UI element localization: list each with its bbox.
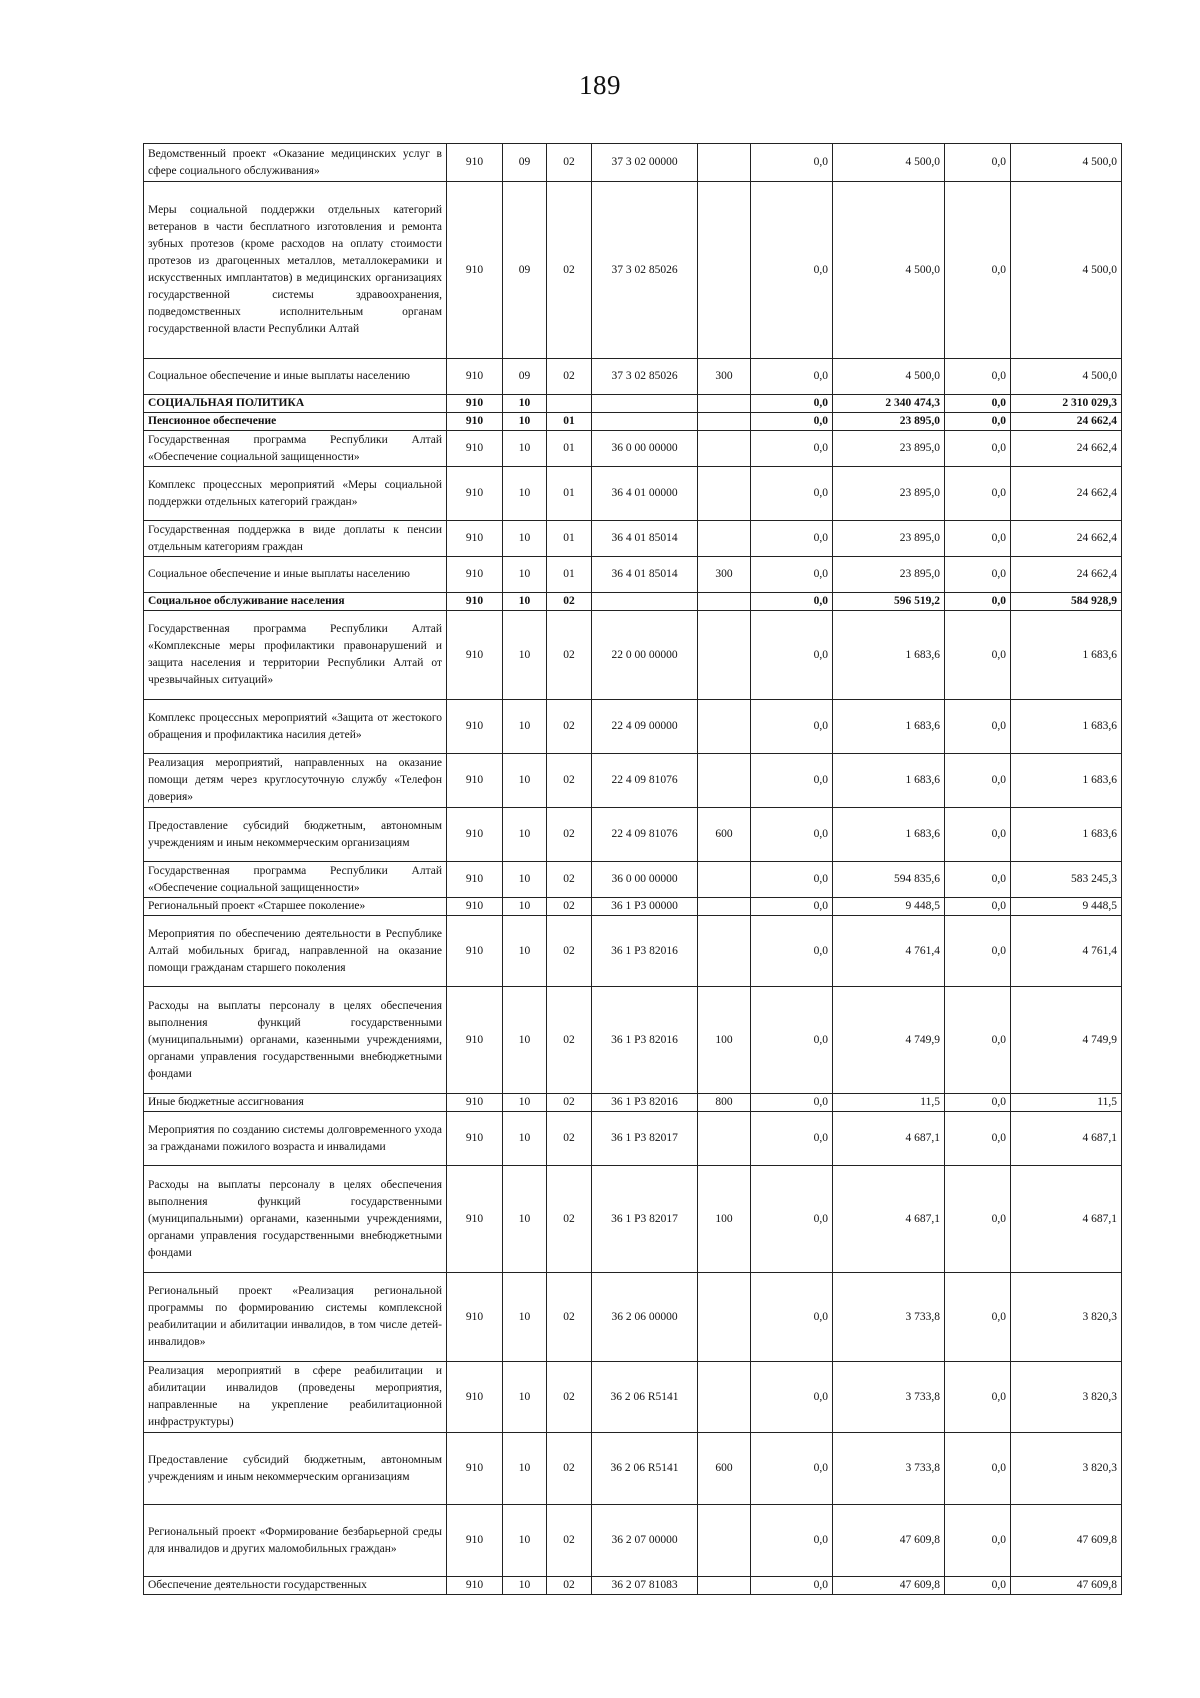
section-code: 10 bbox=[503, 754, 547, 808]
ministry-code: 910 bbox=[447, 1094, 503, 1112]
amount-col-3: 0,0 bbox=[945, 1362, 1011, 1433]
amount-col-3: 0,0 bbox=[945, 557, 1011, 593]
table-row bbox=[144, 611, 1122, 700]
amount-col-1: 0,0 bbox=[751, 395, 833, 413]
amount-col-3: 0,0 bbox=[945, 521, 1011, 557]
section-code: 10 bbox=[503, 521, 547, 557]
section-code: 10 bbox=[503, 987, 547, 1094]
expense-type-code bbox=[698, 413, 751, 431]
table-row bbox=[144, 700, 1122, 754]
expense-type-code bbox=[698, 700, 751, 754]
target-article-code: 36 4 01 85014 bbox=[592, 521, 698, 557]
ministry-code: 910 bbox=[447, 898, 503, 916]
amount-col-1: 0,0 bbox=[751, 431, 833, 467]
item-name: Региональный проект «Старшее поколение» bbox=[144, 898, 447, 916]
amount-col-3: 0,0 bbox=[945, 1505, 1011, 1577]
amount-col-4: 4 687,1 bbox=[1011, 1112, 1122, 1166]
amount-col-1: 0,0 bbox=[751, 898, 833, 916]
amount-col-1: 0,0 bbox=[751, 557, 833, 593]
amount-col-3: 0,0 bbox=[945, 987, 1011, 1094]
amount-col-4: 2 310 029,3 bbox=[1011, 395, 1122, 413]
table-row bbox=[144, 1112, 1122, 1166]
subsection-code: 01 bbox=[547, 431, 592, 467]
amount-col-1: 0,0 bbox=[751, 700, 833, 754]
target-article-code: 37 3 02 85026 bbox=[592, 182, 698, 359]
table-row bbox=[144, 754, 1122, 808]
target-article-code: 36 1 P3 82016 bbox=[592, 1094, 698, 1112]
amount-col-4: 4 749,9 bbox=[1011, 987, 1122, 1094]
table-row bbox=[144, 395, 1122, 413]
amount-col-3: 0,0 bbox=[945, 467, 1011, 521]
expense-type-code bbox=[698, 1577, 751, 1595]
expense-type-code bbox=[698, 467, 751, 521]
subsection-code: 02 bbox=[547, 898, 592, 916]
expense-type-code bbox=[698, 862, 751, 898]
amount-col-2: 594 835,6 bbox=[833, 862, 945, 898]
expense-type-code bbox=[698, 521, 751, 557]
item-name: Социальное обслуживание населения bbox=[144, 593, 447, 611]
subsection-code: 01 bbox=[547, 521, 592, 557]
amount-col-2: 23 895,0 bbox=[833, 557, 945, 593]
subsection-code: 01 bbox=[547, 413, 592, 431]
item-name: Предоставление субсидий бюджетным, автономным учреждениям и иным некоммерческим организациям bbox=[144, 808, 447, 862]
amount-col-4: 47 609,8 bbox=[1011, 1505, 1122, 1577]
ministry-code: 910 bbox=[447, 700, 503, 754]
item-name: СОЦИАЛЬНАЯ ПОЛИТИКА bbox=[144, 395, 447, 413]
target-article-code: 22 4 09 00000 bbox=[592, 700, 698, 754]
amount-col-4: 4 500,0 bbox=[1011, 359, 1122, 395]
expense-type-code: 600 bbox=[698, 808, 751, 862]
amount-col-4: 24 662,4 bbox=[1011, 521, 1122, 557]
amount-col-1: 0,0 bbox=[751, 1166, 833, 1273]
subsection-code: 02 bbox=[547, 182, 592, 359]
expense-type-code: 300 bbox=[698, 557, 751, 593]
amount-col-3: 0,0 bbox=[945, 808, 1011, 862]
subsection-code: 02 bbox=[547, 1362, 592, 1433]
amount-col-4: 4 500,0 bbox=[1011, 144, 1122, 182]
amount-col-3: 0,0 bbox=[945, 1166, 1011, 1273]
amount-col-1: 0,0 bbox=[751, 1505, 833, 1577]
amount-col-1: 0,0 bbox=[751, 1112, 833, 1166]
amount-col-1: 0,0 bbox=[751, 593, 833, 611]
amount-col-1: 0,0 bbox=[751, 144, 833, 182]
section-code: 10 bbox=[503, 395, 547, 413]
amount-col-1: 0,0 bbox=[751, 862, 833, 898]
amount-col-4: 1 683,6 bbox=[1011, 754, 1122, 808]
amount-col-1: 0,0 bbox=[751, 611, 833, 700]
amount-col-2: 596 519,2 bbox=[833, 593, 945, 611]
section-code: 10 bbox=[503, 1362, 547, 1433]
table-row bbox=[144, 144, 1122, 182]
ministry-code: 910 bbox=[447, 1166, 503, 1273]
section-code: 10 bbox=[503, 898, 547, 916]
target-article-code: 36 4 01 00000 bbox=[592, 467, 698, 521]
subsection-code: 01 bbox=[547, 557, 592, 593]
amount-col-1: 0,0 bbox=[751, 1273, 833, 1362]
amount-col-4: 3 820,3 bbox=[1011, 1433, 1122, 1505]
target-article-code: 36 2 06 R5141 bbox=[592, 1433, 698, 1505]
item-name: Ведомственный проект «Оказание медицинских услуг в сфере социального обслуживания» bbox=[144, 144, 447, 182]
ministry-code: 910 bbox=[447, 987, 503, 1094]
expense-type-code bbox=[698, 1112, 751, 1166]
section-code: 10 bbox=[503, 916, 547, 987]
amount-col-1: 0,0 bbox=[751, 182, 833, 359]
ministry-code: 910 bbox=[447, 862, 503, 898]
subsection-code: 01 bbox=[547, 467, 592, 521]
section-code: 10 bbox=[503, 593, 547, 611]
amount-col-2: 47 609,8 bbox=[833, 1577, 945, 1595]
item-name: Обеспечение деятельности государственных bbox=[144, 1577, 447, 1595]
target-article-code: 37 3 02 85026 bbox=[592, 359, 698, 395]
amount-col-4: 3 820,3 bbox=[1011, 1273, 1122, 1362]
amount-col-1: 0,0 bbox=[751, 916, 833, 987]
amount-col-3: 0,0 bbox=[945, 395, 1011, 413]
amount-col-3: 0,0 bbox=[945, 359, 1011, 395]
subsection-code: 02 bbox=[547, 862, 592, 898]
subsection-code: 02 bbox=[547, 144, 592, 182]
expense-type-code bbox=[698, 1273, 751, 1362]
subsection-code bbox=[547, 395, 592, 413]
amount-col-1: 0,0 bbox=[751, 1094, 833, 1112]
table-row bbox=[144, 1433, 1122, 1505]
ministry-code: 910 bbox=[447, 144, 503, 182]
section-code: 10 bbox=[503, 862, 547, 898]
amount-col-2: 9 448,5 bbox=[833, 898, 945, 916]
amount-col-3: 0,0 bbox=[945, 144, 1011, 182]
subsection-code: 02 bbox=[547, 808, 592, 862]
amount-col-4: 4 761,4 bbox=[1011, 916, 1122, 987]
target-article-code: 37 3 02 00000 bbox=[592, 144, 698, 182]
ministry-code: 910 bbox=[447, 557, 503, 593]
target-article-code: 36 1 P3 82017 bbox=[592, 1112, 698, 1166]
amount-col-4: 24 662,4 bbox=[1011, 431, 1122, 467]
item-name: Государственная программа Республики Алтай «Обеспечение социальной защищенности» bbox=[144, 862, 447, 898]
ministry-code: 910 bbox=[447, 359, 503, 395]
item-name: Региональный проект «Формирование безбарьерной среды для инвалидов и других маломобильных граждан» bbox=[144, 1505, 447, 1577]
expense-type-code bbox=[698, 593, 751, 611]
amount-col-4: 1 683,6 bbox=[1011, 700, 1122, 754]
ministry-code: 910 bbox=[447, 395, 503, 413]
amount-col-4: 24 662,4 bbox=[1011, 413, 1122, 431]
ministry-code: 910 bbox=[447, 1505, 503, 1577]
ministry-code: 910 bbox=[447, 1362, 503, 1433]
table-row bbox=[144, 987, 1122, 1094]
section-code: 10 bbox=[503, 700, 547, 754]
amount-col-2: 4 687,1 bbox=[833, 1112, 945, 1166]
section-code: 10 bbox=[503, 1166, 547, 1273]
ministry-code: 910 bbox=[447, 1433, 503, 1505]
amount-col-1: 0,0 bbox=[751, 1362, 833, 1433]
target-article-code: 36 2 07 81083 bbox=[592, 1577, 698, 1595]
subsection-code: 02 bbox=[547, 916, 592, 987]
ministry-code: 910 bbox=[447, 754, 503, 808]
amount-col-2: 23 895,0 bbox=[833, 467, 945, 521]
expense-type-code bbox=[698, 1505, 751, 1577]
amount-col-2: 3 733,8 bbox=[833, 1433, 945, 1505]
table-row bbox=[144, 359, 1122, 395]
section-code: 10 bbox=[503, 1094, 547, 1112]
section-code: 10 bbox=[503, 557, 547, 593]
section-code: 09 bbox=[503, 144, 547, 182]
section-code: 10 bbox=[503, 1112, 547, 1166]
target-article-code: 22 0 00 00000 bbox=[592, 611, 698, 700]
expense-type-code bbox=[698, 898, 751, 916]
amount-col-3: 0,0 bbox=[945, 593, 1011, 611]
item-name: Региональный проект «Реализация региональной программы по формированию системы комплексной реабилитации и абилитации инвалидов, в том числе детей-инвалидов» bbox=[144, 1273, 447, 1362]
table-row bbox=[144, 898, 1122, 916]
amount-col-3: 0,0 bbox=[945, 431, 1011, 467]
item-name: Меры социальной поддержки отдельных категорий ветеранов в части бесплатного изготовления и ремонта зубных протезов (кроме расходов на оплату стоимости протезов из драгоценных металлов, металлокерамики и искусственных имплантатов) в медицинских организациях государственной системы здравоохранения, подведомственных исполнительным органам государственной власти Республики Алтай bbox=[144, 182, 447, 359]
item-name: Расходы на выплаты персоналу в целях обеспечения выполнения функций государственными (муниципальными) органами, казенными учреждениями, органами управления государственными внебюджетными фондами bbox=[144, 987, 447, 1094]
amount-col-1: 0,0 bbox=[751, 808, 833, 862]
amount-col-2: 23 895,0 bbox=[833, 413, 945, 431]
item-name: Пенсионное обеспечение bbox=[144, 413, 447, 431]
amount-col-2: 4 761,4 bbox=[833, 916, 945, 987]
item-name: Государственная программа Республики Алтай «Обеспечение социальной защищенности» bbox=[144, 431, 447, 467]
amount-col-4: 9 448,5 bbox=[1011, 898, 1122, 916]
expense-type-code bbox=[698, 916, 751, 987]
subsection-code: 02 bbox=[547, 1094, 592, 1112]
table-row bbox=[144, 467, 1122, 521]
item-name: Социальное обеспечение и иные выплаты населению bbox=[144, 557, 447, 593]
subsection-code: 02 bbox=[547, 700, 592, 754]
amount-col-3: 0,0 bbox=[945, 1433, 1011, 1505]
expense-type-code bbox=[698, 1362, 751, 1433]
budget-table bbox=[143, 143, 1122, 1595]
amount-col-1: 0,0 bbox=[751, 359, 833, 395]
table-row bbox=[144, 182, 1122, 359]
amount-col-1: 0,0 bbox=[751, 754, 833, 808]
subsection-code: 02 bbox=[547, 593, 592, 611]
amount-col-4: 4 687,1 bbox=[1011, 1166, 1122, 1273]
amount-col-4: 4 500,0 bbox=[1011, 182, 1122, 359]
amount-col-3: 0,0 bbox=[945, 413, 1011, 431]
amount-col-3: 0,0 bbox=[945, 611, 1011, 700]
amount-col-1: 0,0 bbox=[751, 987, 833, 1094]
amount-col-2: 4 500,0 bbox=[833, 182, 945, 359]
amount-col-2: 23 895,0 bbox=[833, 521, 945, 557]
section-code: 10 bbox=[503, 1505, 547, 1577]
table-row bbox=[144, 1362, 1122, 1433]
amount-col-3: 0,0 bbox=[945, 700, 1011, 754]
expense-type-code: 800 bbox=[698, 1094, 751, 1112]
amount-col-2: 1 683,6 bbox=[833, 754, 945, 808]
amount-col-2: 1 683,6 bbox=[833, 808, 945, 862]
amount-col-3: 0,0 bbox=[945, 182, 1011, 359]
amount-col-1: 0,0 bbox=[751, 1433, 833, 1505]
target-article-code: 36 2 07 00000 bbox=[592, 1505, 698, 1577]
subsection-code: 02 bbox=[547, 1577, 592, 1595]
section-code: 10 bbox=[503, 1577, 547, 1595]
target-article-code bbox=[592, 593, 698, 611]
ministry-code: 910 bbox=[447, 611, 503, 700]
target-article-code: 36 1 P3 82016 bbox=[592, 987, 698, 1094]
amount-col-2: 3 733,8 bbox=[833, 1362, 945, 1433]
item-name: Расходы на выплаты персоналу в целях обеспечения выполнения функций государственными (муниципальными) органами, казенными учреждениями, органами управления государственными внебюджетными фондами bbox=[144, 1166, 447, 1273]
target-article-code bbox=[592, 413, 698, 431]
ministry-code: 910 bbox=[447, 182, 503, 359]
item-name: Социальное обеспечение и иные выплаты населению bbox=[144, 359, 447, 395]
section-code: 09 bbox=[503, 359, 547, 395]
amount-col-4: 24 662,4 bbox=[1011, 557, 1122, 593]
amount-col-3: 0,0 bbox=[945, 1273, 1011, 1362]
expense-type-code bbox=[698, 144, 751, 182]
amount-col-2: 4 687,1 bbox=[833, 1166, 945, 1273]
table-row bbox=[144, 1577, 1122, 1595]
page-number: 189 bbox=[579, 70, 621, 100]
target-article-code: 36 1 P3 00000 bbox=[592, 898, 698, 916]
table-row bbox=[144, 1505, 1122, 1577]
subsection-code: 02 bbox=[547, 987, 592, 1094]
section-code: 10 bbox=[503, 1273, 547, 1362]
section-code: 09 bbox=[503, 182, 547, 359]
section-code: 10 bbox=[503, 611, 547, 700]
table-row bbox=[144, 413, 1122, 431]
amount-col-1: 0,0 bbox=[751, 1577, 833, 1595]
table-row bbox=[144, 1094, 1122, 1112]
item-name: Реализация мероприятий в сфере реабилитации и абилитации инвалидов (проведены мероприятия, направленные на укрепление реабилитационной инфраструктуры) bbox=[144, 1362, 447, 1433]
amount-col-3: 0,0 bbox=[945, 898, 1011, 916]
expense-type-code bbox=[698, 431, 751, 467]
table-row bbox=[144, 557, 1122, 593]
subsection-code: 02 bbox=[547, 1112, 592, 1166]
amount-col-2: 3 733,8 bbox=[833, 1273, 945, 1362]
section-code: 10 bbox=[503, 1433, 547, 1505]
expense-type-code bbox=[698, 754, 751, 808]
section-code: 10 bbox=[503, 431, 547, 467]
item-name: Государственная поддержка в виде доплаты к пенсии отдельным категориям граждан bbox=[144, 521, 447, 557]
amount-col-4: 24 662,4 bbox=[1011, 467, 1122, 521]
section-code: 10 bbox=[503, 467, 547, 521]
target-article-code: 22 4 09 81076 bbox=[592, 754, 698, 808]
amount-col-2: 4 500,0 bbox=[833, 144, 945, 182]
subsection-code: 02 bbox=[547, 754, 592, 808]
amount-col-3: 0,0 bbox=[945, 1577, 1011, 1595]
ministry-code: 910 bbox=[447, 808, 503, 862]
target-article-code: 36 2 06 00000 bbox=[592, 1273, 698, 1362]
amount-col-2: 1 683,6 bbox=[833, 611, 945, 700]
amount-col-4: 583 245,3 bbox=[1011, 862, 1122, 898]
ministry-code: 910 bbox=[447, 593, 503, 611]
item-name: Мероприятия по созданию системы долговременного ухода за гражданами пожилого возраста и инвалидами bbox=[144, 1112, 447, 1166]
section-code: 10 bbox=[503, 808, 547, 862]
amount-col-4: 47 609,8 bbox=[1011, 1577, 1122, 1595]
ministry-code: 910 bbox=[447, 521, 503, 557]
item-name: Комплекс процессных мероприятий «Защита от жестокого обращения и профилактика насилия детей» bbox=[144, 700, 447, 754]
target-article-code: 36 1 P3 82016 bbox=[592, 916, 698, 987]
amount-col-2: 23 895,0 bbox=[833, 431, 945, 467]
table-row bbox=[144, 593, 1122, 611]
amount-col-4: 11,5 bbox=[1011, 1094, 1122, 1112]
amount-col-3: 0,0 bbox=[945, 1112, 1011, 1166]
table-row bbox=[144, 1166, 1122, 1273]
table-row bbox=[144, 431, 1122, 467]
subsection-code: 02 bbox=[547, 1166, 592, 1273]
expense-type-code bbox=[698, 395, 751, 413]
ministry-code: 910 bbox=[447, 1577, 503, 1595]
target-article-code: 36 0 00 00000 bbox=[592, 862, 698, 898]
amount-col-1: 0,0 bbox=[751, 521, 833, 557]
item-name: Комплекс процессных мероприятий «Меры социальной поддержки отдельных категорий граждан» bbox=[144, 467, 447, 521]
subsection-code: 02 bbox=[547, 1433, 592, 1505]
target-article-code: 36 2 06 R5141 bbox=[592, 1362, 698, 1433]
amount-col-2: 4 500,0 bbox=[833, 359, 945, 395]
amount-col-1: 0,0 bbox=[751, 413, 833, 431]
target-article-code bbox=[592, 395, 698, 413]
item-name: Иные бюджетные ассигнования bbox=[144, 1094, 447, 1112]
expense-type-code: 100 bbox=[698, 987, 751, 1094]
item-name: Предоставление субсидий бюджетным, автономным учреждениям и иным некоммерческим организациям bbox=[144, 1433, 447, 1505]
amount-col-2: 4 749,9 bbox=[833, 987, 945, 1094]
amount-col-4: 584 928,9 bbox=[1011, 593, 1122, 611]
amount-col-2: 47 609,8 bbox=[833, 1505, 945, 1577]
expense-type-code bbox=[698, 611, 751, 700]
target-article-code: 36 4 01 85014 bbox=[592, 557, 698, 593]
target-article-code: 36 0 00 00000 bbox=[592, 431, 698, 467]
section-code: 10 bbox=[503, 413, 547, 431]
target-article-code: 36 1 P3 82017 bbox=[592, 1166, 698, 1273]
amount-col-2: 2 340 474,3 bbox=[833, 395, 945, 413]
expense-type-code: 600 bbox=[698, 1433, 751, 1505]
ministry-code: 910 bbox=[447, 431, 503, 467]
amount-col-3: 0,0 bbox=[945, 754, 1011, 808]
table-row bbox=[144, 521, 1122, 557]
expense-type-code: 300 bbox=[698, 359, 751, 395]
amount-col-3: 0,0 bbox=[945, 1094, 1011, 1112]
ministry-code: 910 bbox=[447, 413, 503, 431]
table-row bbox=[144, 808, 1122, 862]
target-article-code: 22 4 09 81076 bbox=[592, 808, 698, 862]
item-name: Мероприятия по обеспечению деятельности в Республике Алтай мобильных бригад, направленной на оказание помощи гражданам старшего поколения bbox=[144, 916, 447, 987]
subsection-code: 02 bbox=[547, 1505, 592, 1577]
ministry-code: 910 bbox=[447, 467, 503, 521]
amount-col-2: 11,5 bbox=[833, 1094, 945, 1112]
subsection-code: 02 bbox=[547, 359, 592, 395]
ministry-code: 910 bbox=[447, 1273, 503, 1362]
subsection-code: 02 bbox=[547, 611, 592, 700]
amount-col-4: 1 683,6 bbox=[1011, 808, 1122, 862]
table-row bbox=[144, 862, 1122, 898]
amount-col-3: 0,0 bbox=[945, 916, 1011, 987]
table-row bbox=[144, 1273, 1122, 1362]
table-row bbox=[144, 916, 1122, 987]
ministry-code: 910 bbox=[447, 916, 503, 987]
amount-col-1: 0,0 bbox=[751, 467, 833, 521]
table-body bbox=[144, 144, 1122, 1595]
expense-type-code bbox=[698, 182, 751, 359]
amount-col-2: 1 683,6 bbox=[833, 700, 945, 754]
ministry-code: 910 bbox=[447, 1112, 503, 1166]
amount-col-4: 1 683,6 bbox=[1011, 611, 1122, 700]
item-name: Реализация мероприятий, направленных на оказание помощи детям через круглосуточную службу «Телефон доверия» bbox=[144, 754, 447, 808]
amount-col-4: 3 820,3 bbox=[1011, 1362, 1122, 1433]
amount-col-3: 0,0 bbox=[945, 862, 1011, 898]
expense-type-code: 100 bbox=[698, 1166, 751, 1273]
subsection-code: 02 bbox=[547, 1273, 592, 1362]
item-name: Государственная программа Республики Алтай «Комплексные меры профилактики правонарушений и защита населения и территории Республики Алтай от чрезвычайных ситуаций» bbox=[144, 611, 447, 700]
